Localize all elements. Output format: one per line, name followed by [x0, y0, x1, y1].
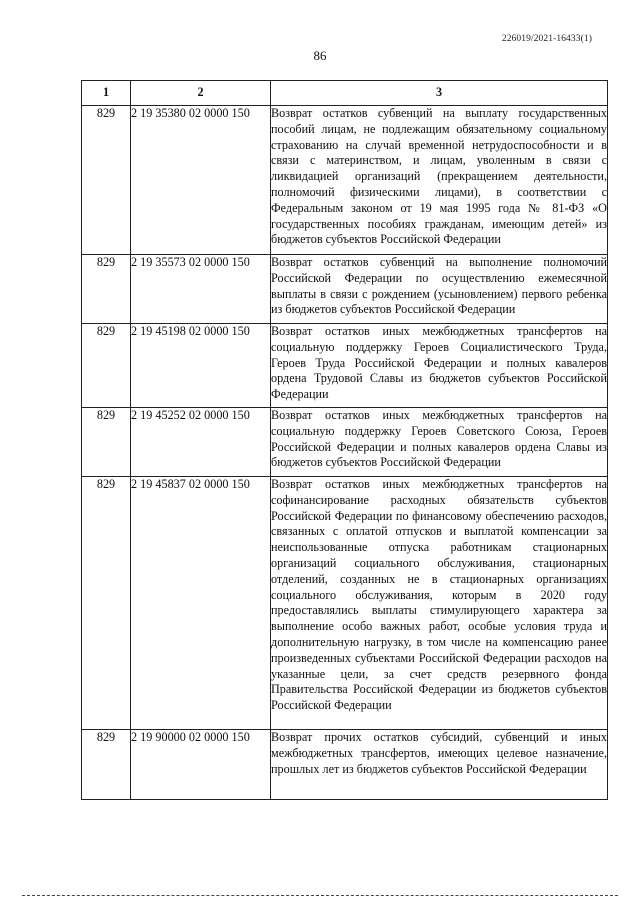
- budget-code-cell: 2 19 35573 02 0000 150: [131, 255, 271, 324]
- table-row: [82, 255, 608, 324]
- description-cell: Возврат остатков иных межбюджетных трансфертов на социальную поддержку Героев Советского Союза, Героев Российской Федерации и полных кавалеров ордена Славы из бюджетов субъектов Российской Федерации: [271, 408, 608, 477]
- column-header-2: 2: [131, 81, 271, 106]
- chapter-code-cell: 829: [82, 477, 131, 730]
- table-header-row: [82, 81, 608, 106]
- budget-code-cell: 2 19 90000 02 0000 150: [131, 730, 271, 800]
- description-cell: Возврат остатков субвенций на выплату государственных пособий лицам, не подлежащим обязательному социальному страхованию на случай временной нетрудоспособности и в связи с материнством, и лицам, уволенным в связи с ликвидацией организаций (прекращением деятельности, полномочий физическими лицами), в соответствии с Федеральным законом от 19 мая 1995 года № 81-ФЗ «О государственных пособиях гражданам, имеющим детей» из бюджетов субъектов Российской Федерации: [271, 106, 608, 255]
- description-cell: Возврат остатков субвенций на выполнение полномочий Российской Федерации по осуществлению ежемесячной выплаты в связи с рождением (усыновлением) первого ребенка из бюджетов субъектов Российской Федерации: [271, 255, 608, 324]
- table-row: [82, 477, 608, 730]
- document-id: 226019/2021-16433(1): [501, 34, 592, 44]
- table-row: [82, 324, 608, 408]
- chapter-code-cell: 829: [82, 730, 131, 800]
- budget-code-cell: 2 19 45198 02 0000 150: [131, 324, 271, 408]
- chapter-code-cell: 829: [82, 255, 131, 324]
- description-cell: Возврат остатков иных межбюджетных трансфертов на софинансирование расходных обязательств субъектов Российской Федерации по финансовому обеспечению расходов, связанных с оплатой отпусков и выплатой компенсации за неиспользованные отпуска работникам стационарных организаций социального обслуживания, стационарных отделений, созданных не в стационарных организациях социального обслуживания, которым в 2020 году предоставлялись выплаты стимулирующего характера за выполнение особо важных работ, особые условия труда и дополнительную нагрузку, в том числе на компенсацию ранее произведенных субъектами Российской Федерации расходов на указанные цели, за счет средств резервного фонда Правительства Российской Федерации из бюджетов субъектов Российской Федерации: [271, 477, 608, 730]
- budget-code-cell: 2 19 35380 02 0000 150: [131, 106, 271, 255]
- description-cell: Возврат остатков иных межбюджетных трансфертов на социальную поддержку Героев Социалистического Труда, Героев Труда Российской Федерации и полных кавалеров ордена Трудовой Славы из бюджетов субъектов Российской Федерации: [271, 324, 608, 408]
- column-header-1: 1: [82, 81, 131, 106]
- scan-edge-line: [22, 895, 618, 897]
- column-header-3: 3: [271, 81, 608, 106]
- table-row: [82, 730, 608, 800]
- chapter-code-cell: 829: [82, 106, 131, 255]
- table-row: [82, 106, 608, 255]
- table-row: [82, 408, 608, 477]
- budget-codes-table: [81, 80, 608, 800]
- budget-code-cell: 2 19 45837 02 0000 150: [131, 477, 271, 730]
- budget-code-cell: 2 19 45252 02 0000 150: [131, 408, 271, 477]
- page-number: 86: [313, 48, 327, 63]
- description-cell: Возврат прочих остатков субсидий, субвенций и иных межбюджетных трансфертов, имеющих целевое назначение, прошлых лет из бюджетов субъектов Российской Федерации: [271, 730, 608, 800]
- chapter-code-cell: 829: [82, 324, 131, 408]
- chapter-code-cell: 829: [82, 408, 131, 477]
